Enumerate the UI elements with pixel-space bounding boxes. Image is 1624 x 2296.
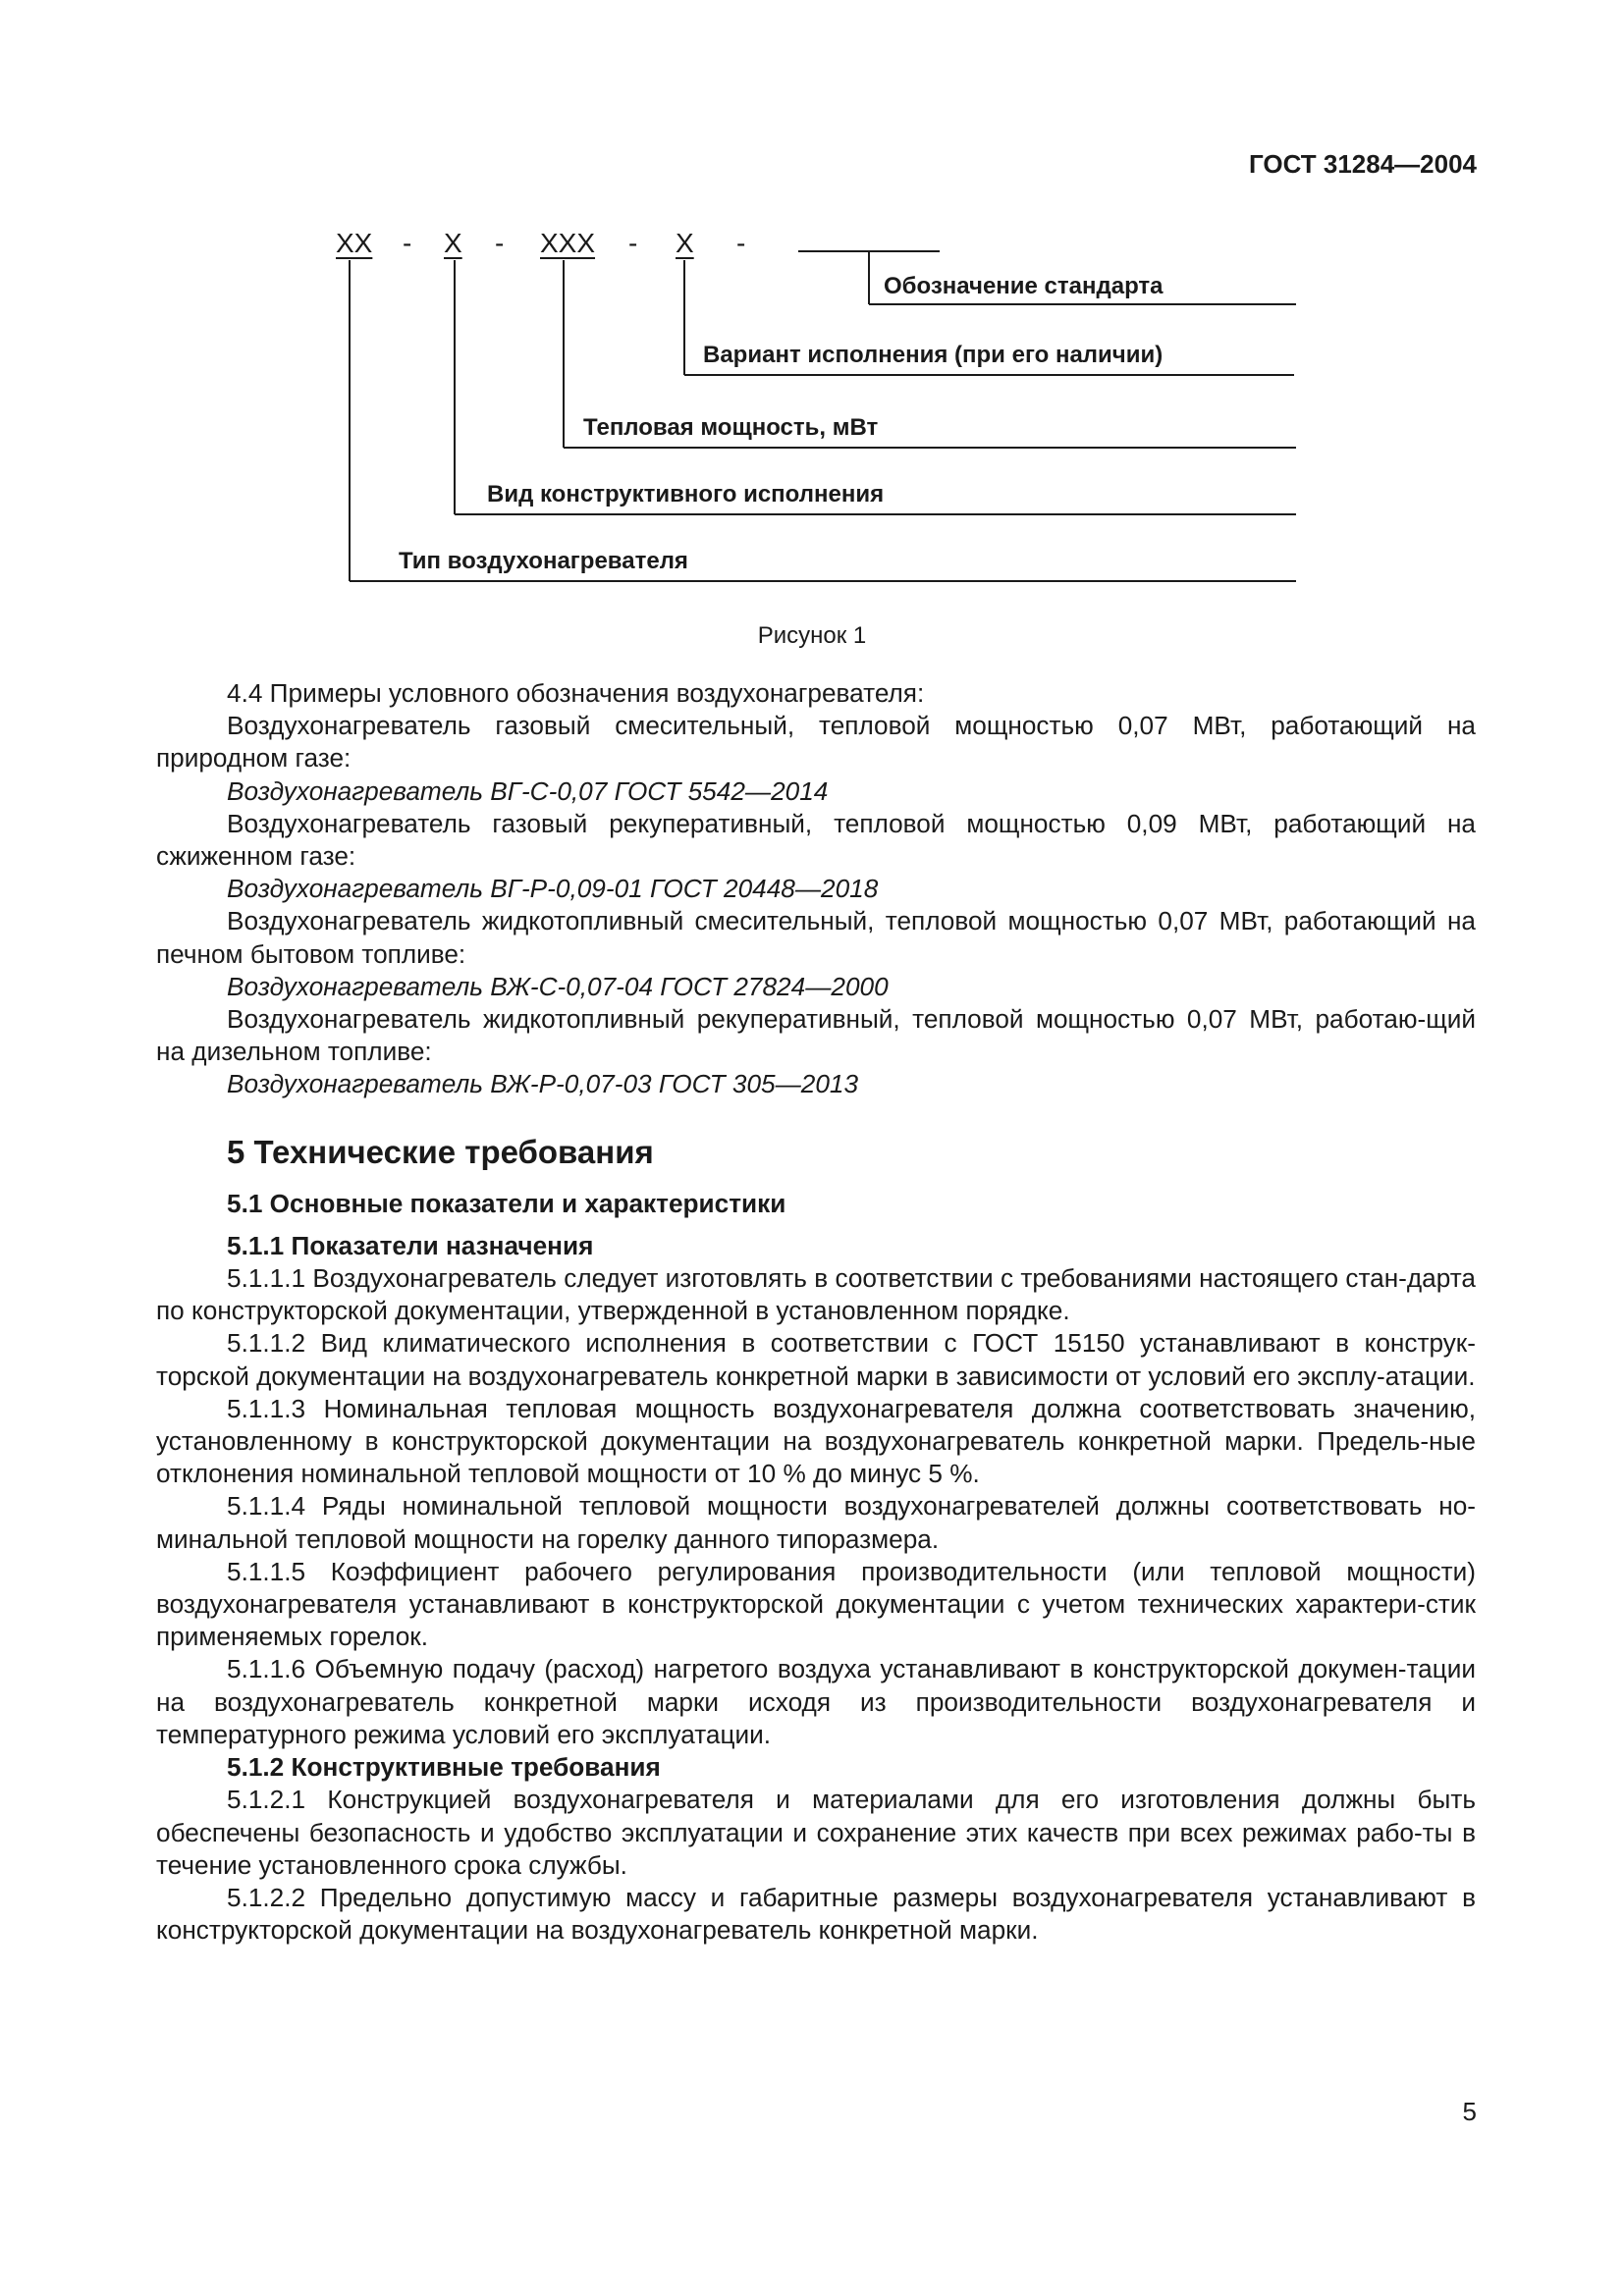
- code-dash: -: [628, 228, 638, 258]
- section-5-1-heading: 5.1 Основные показатели и характеристики: [227, 1188, 786, 1218]
- code-part-power: XXX: [540, 228, 596, 258]
- paragraph-5-1-1-2: 5.1.1.2 Вид климатического исполнения в соответствии с ГОСТ 15150 устанавливают в конструк-торской документации на воздухонагреватель конкретной марки в зависимости от условий его эксплу-атации.: [156, 1328, 1476, 1391]
- code-dash: -: [736, 228, 746, 258]
- label-variant: Вариант исполнения (при его наличии): [703, 342, 1164, 368]
- example-2-code: Воздухонагреватель ВГ-Р-0,09-01 ГОСТ 20448—2018: [227, 874, 879, 904]
- code-part-variant: X: [676, 228, 694, 258]
- example-4-text: Воздухонагреватель жидкотопливный рекуперативный, тепловой мощностью 0,07 МВт, работаю-щий на дизельном топливе:: [156, 1004, 1476, 1067]
- label-standard: Обозначение стандарта: [884, 273, 1164, 299]
- paragraph-5-1-1-5: 5.1.1.5 Коэффициент рабочего регулирования производительности (или тепловой мощности) воздухонагревателя устанавливают в конструкторской документации с учетом технических характери-стик применяемых горелок.: [156, 1556, 1476, 1652]
- diagram-lines: [0, 0, 1624, 628]
- paragraph-5-1-1-4: 5.1.1.4 Ряды номинальной тепловой мощности воздухонагревателей должны соответствовать но-минальной тепловой мощности на горелку данного типоразмера.: [156, 1491, 1476, 1554]
- example-3-text: Воздухонагреватель жидкотопливный смесительный, тепловой мощностью 0,07 МВт, работающий на печном бытовом топливе:: [156, 906, 1476, 969]
- document-body: [156, 677, 1476, 1947]
- document-code: ГОСТ 31284—2004: [1249, 149, 1477, 179]
- code-part-type: XX: [336, 228, 373, 258]
- code-dash: -: [403, 228, 412, 258]
- section-5-1-1-heading: 5.1.1 Показатели назначения: [227, 1230, 594, 1260]
- example-1-code: Воздухонагреватель ВГ-С-0,07 ГОСТ 5542—2014: [227, 775, 829, 806]
- section-5-heading: 5 Технические требования: [227, 1133, 654, 1170]
- example-3-code: Воздухонагреватель ВЖ-С-0,07-04 ГОСТ 27824—2000: [227, 971, 889, 1001]
- paragraph-5-1-2-2: 5.1.2.2 Предельно допустимую массу и габаритные размеры воздухонагревателя устанавливают в конструкторской документации на воздухонагреватель конкретной марки.: [156, 1882, 1476, 1946]
- paragraph-5-1-2-1: 5.1.2.1 Конструкцией воздухонагревателя и материалами для его изготовления должны быть обеспечены безопасность и удобство эксплуатации и сохранение этих качеств при всех режимах рабо-ты в течение установленного срока службы.: [156, 1785, 1476, 1880]
- code-dash: -: [495, 228, 505, 258]
- example-1-text: Воздухонагреватель газовый смесительный, тепловой мощностью 0,07 МВт, работающий на природном газе:: [156, 711, 1476, 774]
- code-part-design: X: [444, 228, 462, 258]
- example-4-code: Воздухонагреватель ВЖ-Р-0,07-03 ГОСТ 305—2013: [227, 1069, 859, 1099]
- section-5-1-2-heading: 5.1.2 Конструктивные требования: [227, 1752, 661, 1783]
- label-type: Тип воздухонагревателя: [399, 548, 688, 574]
- label-design: Вид конструктивного исполнения: [487, 481, 885, 507]
- figure-caption: Рисунок 1: [757, 622, 867, 649]
- section-4-4-title: 4.4 Примеры условного обозначения воздухонагревателя:: [227, 678, 925, 708]
- page-number: 5: [1462, 2097, 1477, 2126]
- paragraph-5-1-1-3: 5.1.1.3 Номинальная тепловая мощность воздухонагревателя должна соответствовать значению, установленному в конструкторской документации на воздухонагреватель конкретной марки. Предель-ные отклонения номинальной тепловой мощности от 10 % до минус 5 %.: [156, 1393, 1476, 1489]
- paragraph-5-1-1-1: 5.1.1.1 Воздухонагреватель следует изготовлять в соответствии с требованиями настоящего стан-дарта по конструкторской документации, утвержденной в установленном порядке.: [156, 1263, 1476, 1326]
- paragraph-5-1-1-6: 5.1.1.6 Объемную подачу (расход) нагретого воздуха устанавливают в конструкторской докумен-тации на воздухонагреватель конкретной марки исходя из производительности воздухонагревателя и температурного режима условий его эксплуатации.: [156, 1654, 1476, 1749]
- example-2-text: Воздухонагреватель газовый рекуперативный, тепловой мощностью 0,09 МВт, работающий на сжиженном газе:: [156, 808, 1476, 872]
- label-power: Тепловая мощность, мВт: [583, 414, 879, 441]
